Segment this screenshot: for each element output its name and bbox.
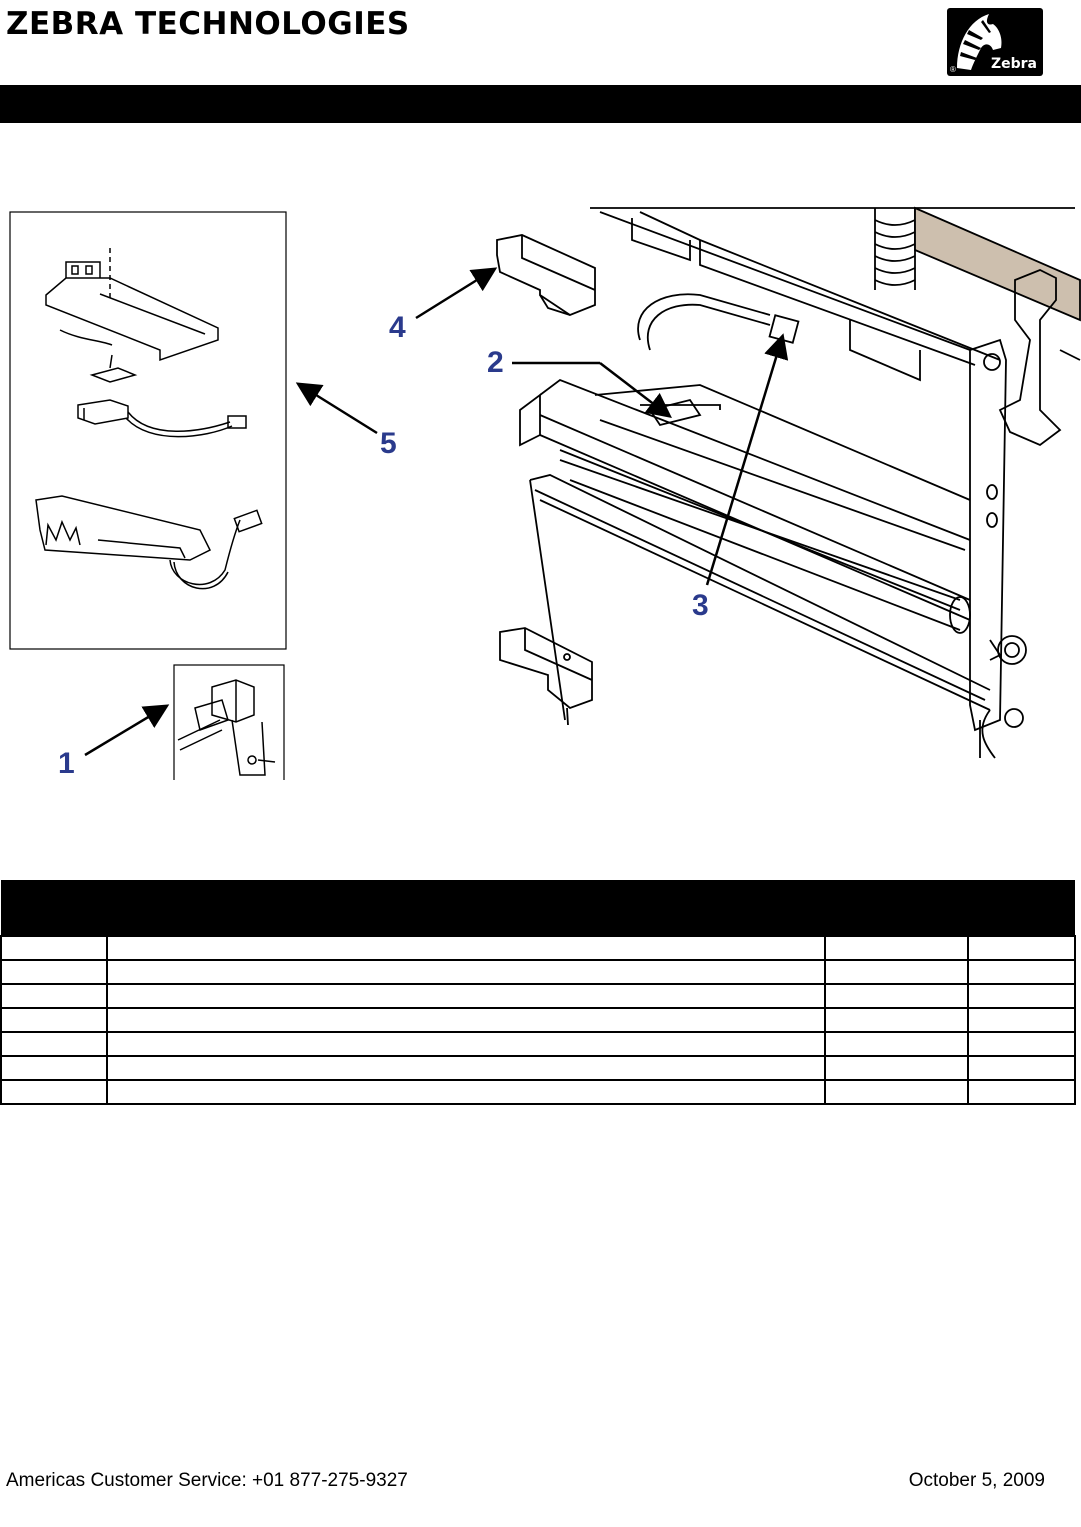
footer-customer-service: Americas Customer Service: +01 877-275-9327 [6,1470,408,1491]
title-bar [0,85,1081,123]
table-cell [968,1008,1075,1032]
table-row [1,960,1075,984]
parts-table [0,880,1076,1105]
callout-arrows [85,270,782,755]
registered-mark: ® [950,65,956,74]
table-row [1,1056,1075,1080]
table-cell [968,984,1075,1008]
table-header-row [1,882,1075,937]
arrow-5 [300,385,377,433]
table-row [1,1008,1075,1032]
arrow-4 [416,270,493,318]
table-cell [107,1008,824,1032]
table-header-cell [825,882,968,937]
table-cell [825,936,968,960]
table-cell [825,960,968,984]
table-cell [107,984,824,1008]
table-cell [107,936,824,960]
callout-4: 4 [389,311,406,344]
table-cell [825,1056,968,1080]
table-cell [825,1008,968,1032]
table-header-cell [968,882,1075,937]
table-cell [968,1032,1075,1056]
table-cell [1,936,107,960]
parts-diagram [0,200,1081,780]
arrow-1 [85,707,165,755]
table-cell [1,1080,107,1104]
table-row [1,984,1075,1008]
callout-2: 2 [487,346,504,379]
table-row [1,1080,1075,1104]
zebra-logo [947,8,1043,76]
printer-mechanism [497,208,1080,758]
table-cell [1,984,107,1008]
callout-5: 5 [380,427,397,460]
table-row [1,1032,1075,1056]
table-cell [1,960,107,984]
table-header-cell [1,882,107,937]
inset-sensor [174,665,284,780]
table-cell [825,1032,968,1056]
company-name: ZEBRA TECHNOLOGIES [6,6,410,42]
callout-3: 3 [692,589,709,622]
table-cell [107,1080,824,1104]
table-cell [968,960,1075,984]
table-cell [968,936,1075,960]
table-cell [107,1032,824,1056]
table-row [1,936,1075,960]
table-cell [825,984,968,1008]
callout-1: 1 [58,747,75,780]
table-cell [825,1080,968,1104]
table-cell [1,1056,107,1080]
table-cell [107,1056,824,1080]
table-cell [1,1008,107,1032]
table-cell [968,1080,1075,1104]
table-cell [107,960,824,984]
footer-date: October 5, 2009 [908,1470,1045,1491]
table-cell [1,1032,107,1056]
table-header-cell [107,882,824,937]
inset-assembly [10,212,286,649]
logo-wordmark: Zebra [990,56,1037,72]
table-cell [968,1056,1075,1080]
